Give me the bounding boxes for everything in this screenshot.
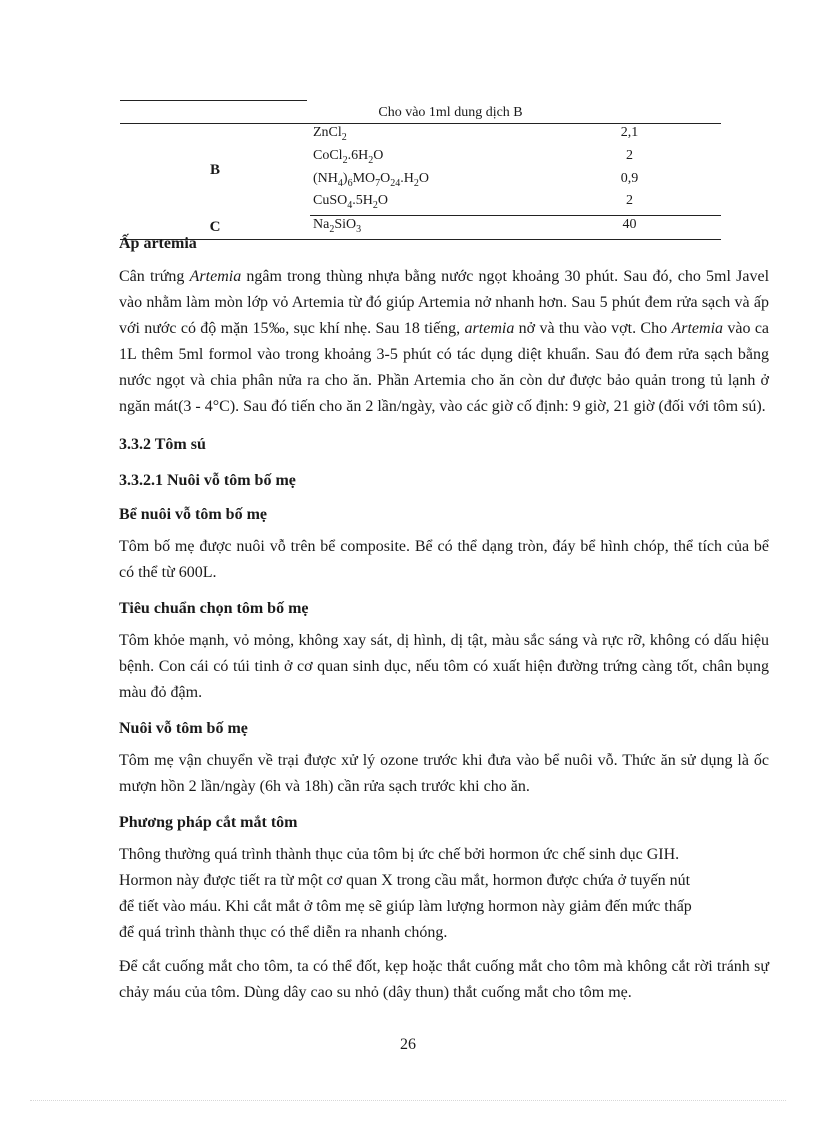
compound-cell: $CoCl_2.6H_2O$ (313, 147, 384, 166)
page-body (119, 230, 769, 1006)
footnote-rule (120, 100, 307, 101)
value-cell: 0,9 (620, 170, 639, 186)
table-row (120, 124, 721, 147)
page-bottom-border (30, 1100, 786, 1101)
heading-nuoi-vo: 3.3.2.1 Nuôi vỗ tôm bố mẹ (119, 472, 296, 489)
paragraph-tieu-chuan: Tôm khỏe mạnh, vỏ mỏng, không xay sát, dị hình, dị tật, màu sắc sáng và rực rỡ, không có dấu hiệu bệnh. Con cái có túi tinh ở cơ quan sinh dục, nếu tôm có xuất hiện đường trứng càng tốt, chân bụng màu đỏ đậm. (119, 632, 769, 701)
compound-cell: ZnCl$_2$ (313, 125, 347, 143)
heading-cat-mat: Phương pháp cắt mắt tôm (119, 814, 298, 831)
compound-cell: $(NH_4)_6MO_7O_{24}.H_2O$ (313, 170, 429, 189)
table-header-row (120, 104, 721, 124)
value-cell: 2 (626, 147, 633, 163)
paragraph-cat-mat-2: Để cắt cuống mắt cho tôm, ta có thể đốt, kẹp hoặc thắt cuống mắt cho tôm mà không cắt rời tránh sự chảy máu của tôm. Dùng dây cao su nhỏ (dây thun) thắt cuống mắt cho tôm mẹ. (119, 958, 769, 1001)
page-number: 26 (400, 1036, 416, 1053)
heading-tieu-chuan: Tiêu chuẩn chọn tôm bố mẹ (119, 600, 309, 617)
value-cell: 40 (538, 216, 721, 240)
value-cell: 2 (538, 192, 721, 215)
value-cell: 2,1 (620, 125, 639, 140)
text-line: Hormon này được tiết ra từ một cơ quan X trong cầu mắt, hormon được chứa ở tuyến nút (119, 872, 691, 889)
reagent-table (120, 104, 721, 240)
paragraph-ap-artemia: Cân trứng Artemia ngâm trong thùng nhựa bằng nước ngọt khoảng 30 phút. Sau đó, cho 5ml Javel vào nhằm làm mòn lớp vỏ Artemia từ đó giúp Artemia nở nhanh hơn. Sau 5 phút đem rửa sạch và ấp với nước có độ mặn 15‰, sục khí nhẹ. Sau 18 tiếng, artemia nở và thu vào vợt. Cho Artemia vào ca 1L thêm 5ml formol vào trong khoảng 3-5 phút có tác dụng diệt khuẩn. Sau đó đem rửa sạch bằng nước ngọt và chia phân nửa ra cho ăn. Phần Artemia cho ăn còn dư được bảo quản trong tủ lạnh ở ngăn mát(3 - 4°C). Sau đó tiến cho ăn 2 lần/ngày, vào các giờ cố định: 9 giờ, 21 giờ (đối với tôm sú). (119, 268, 770, 415)
compound-cell: $CuSO_4.5H_2O$ (310, 192, 538, 215)
heading-be-nuoi: Bể nuôi vỗ tôm bố mẹ (119, 506, 267, 523)
paragraph-cat-mat (119, 842, 769, 946)
text-line: để tiết vào máu. Khi cắt mắt ở tôm mẹ sẽ giúp làm lượng hormon này giảm đến mức thấp (119, 898, 692, 915)
heading-ap-artemia: Ấp artemia (119, 235, 197, 252)
group-label: C (120, 216, 310, 240)
paragraph-be-nuoi: Tôm bố mẹ được nuôi vỗ trên bể composite. Bể có thể dạng tròn, đáy bể hình chóp, thể tích của bể có thể từ 600L. (119, 538, 769, 581)
heading-tom-su: 3.3.2 Tôm sú (119, 436, 206, 453)
table-header: Cho vào 1ml dung dịch B (120, 104, 721, 124)
text-line: để quá trình thành thục có thể diễn ra nhanh chóng. (119, 924, 448, 941)
group-label: B (209, 161, 220, 178)
paragraph-nuoi-vo-me: Tôm mẹ vận chuyển về trại được xử lý ozone trước khi đưa vào bể nuôi vỗ. Thức ăn sử dụng là ốc mượn hồn 2 lần/ngày (6h và 18h) cần rửa sạch trước khi cho ăn. (119, 752, 769, 795)
heading-nuoi-vo-me: Nuôi vỗ tôm bố mẹ (119, 720, 248, 737)
compound-cell: $Na_2SiO_3$ (310, 216, 538, 240)
text-line: Thông thường quá trình thành thục của tôm bị ức chế bởi hormon ức chế sinh dục GIH. (119, 846, 680, 863)
